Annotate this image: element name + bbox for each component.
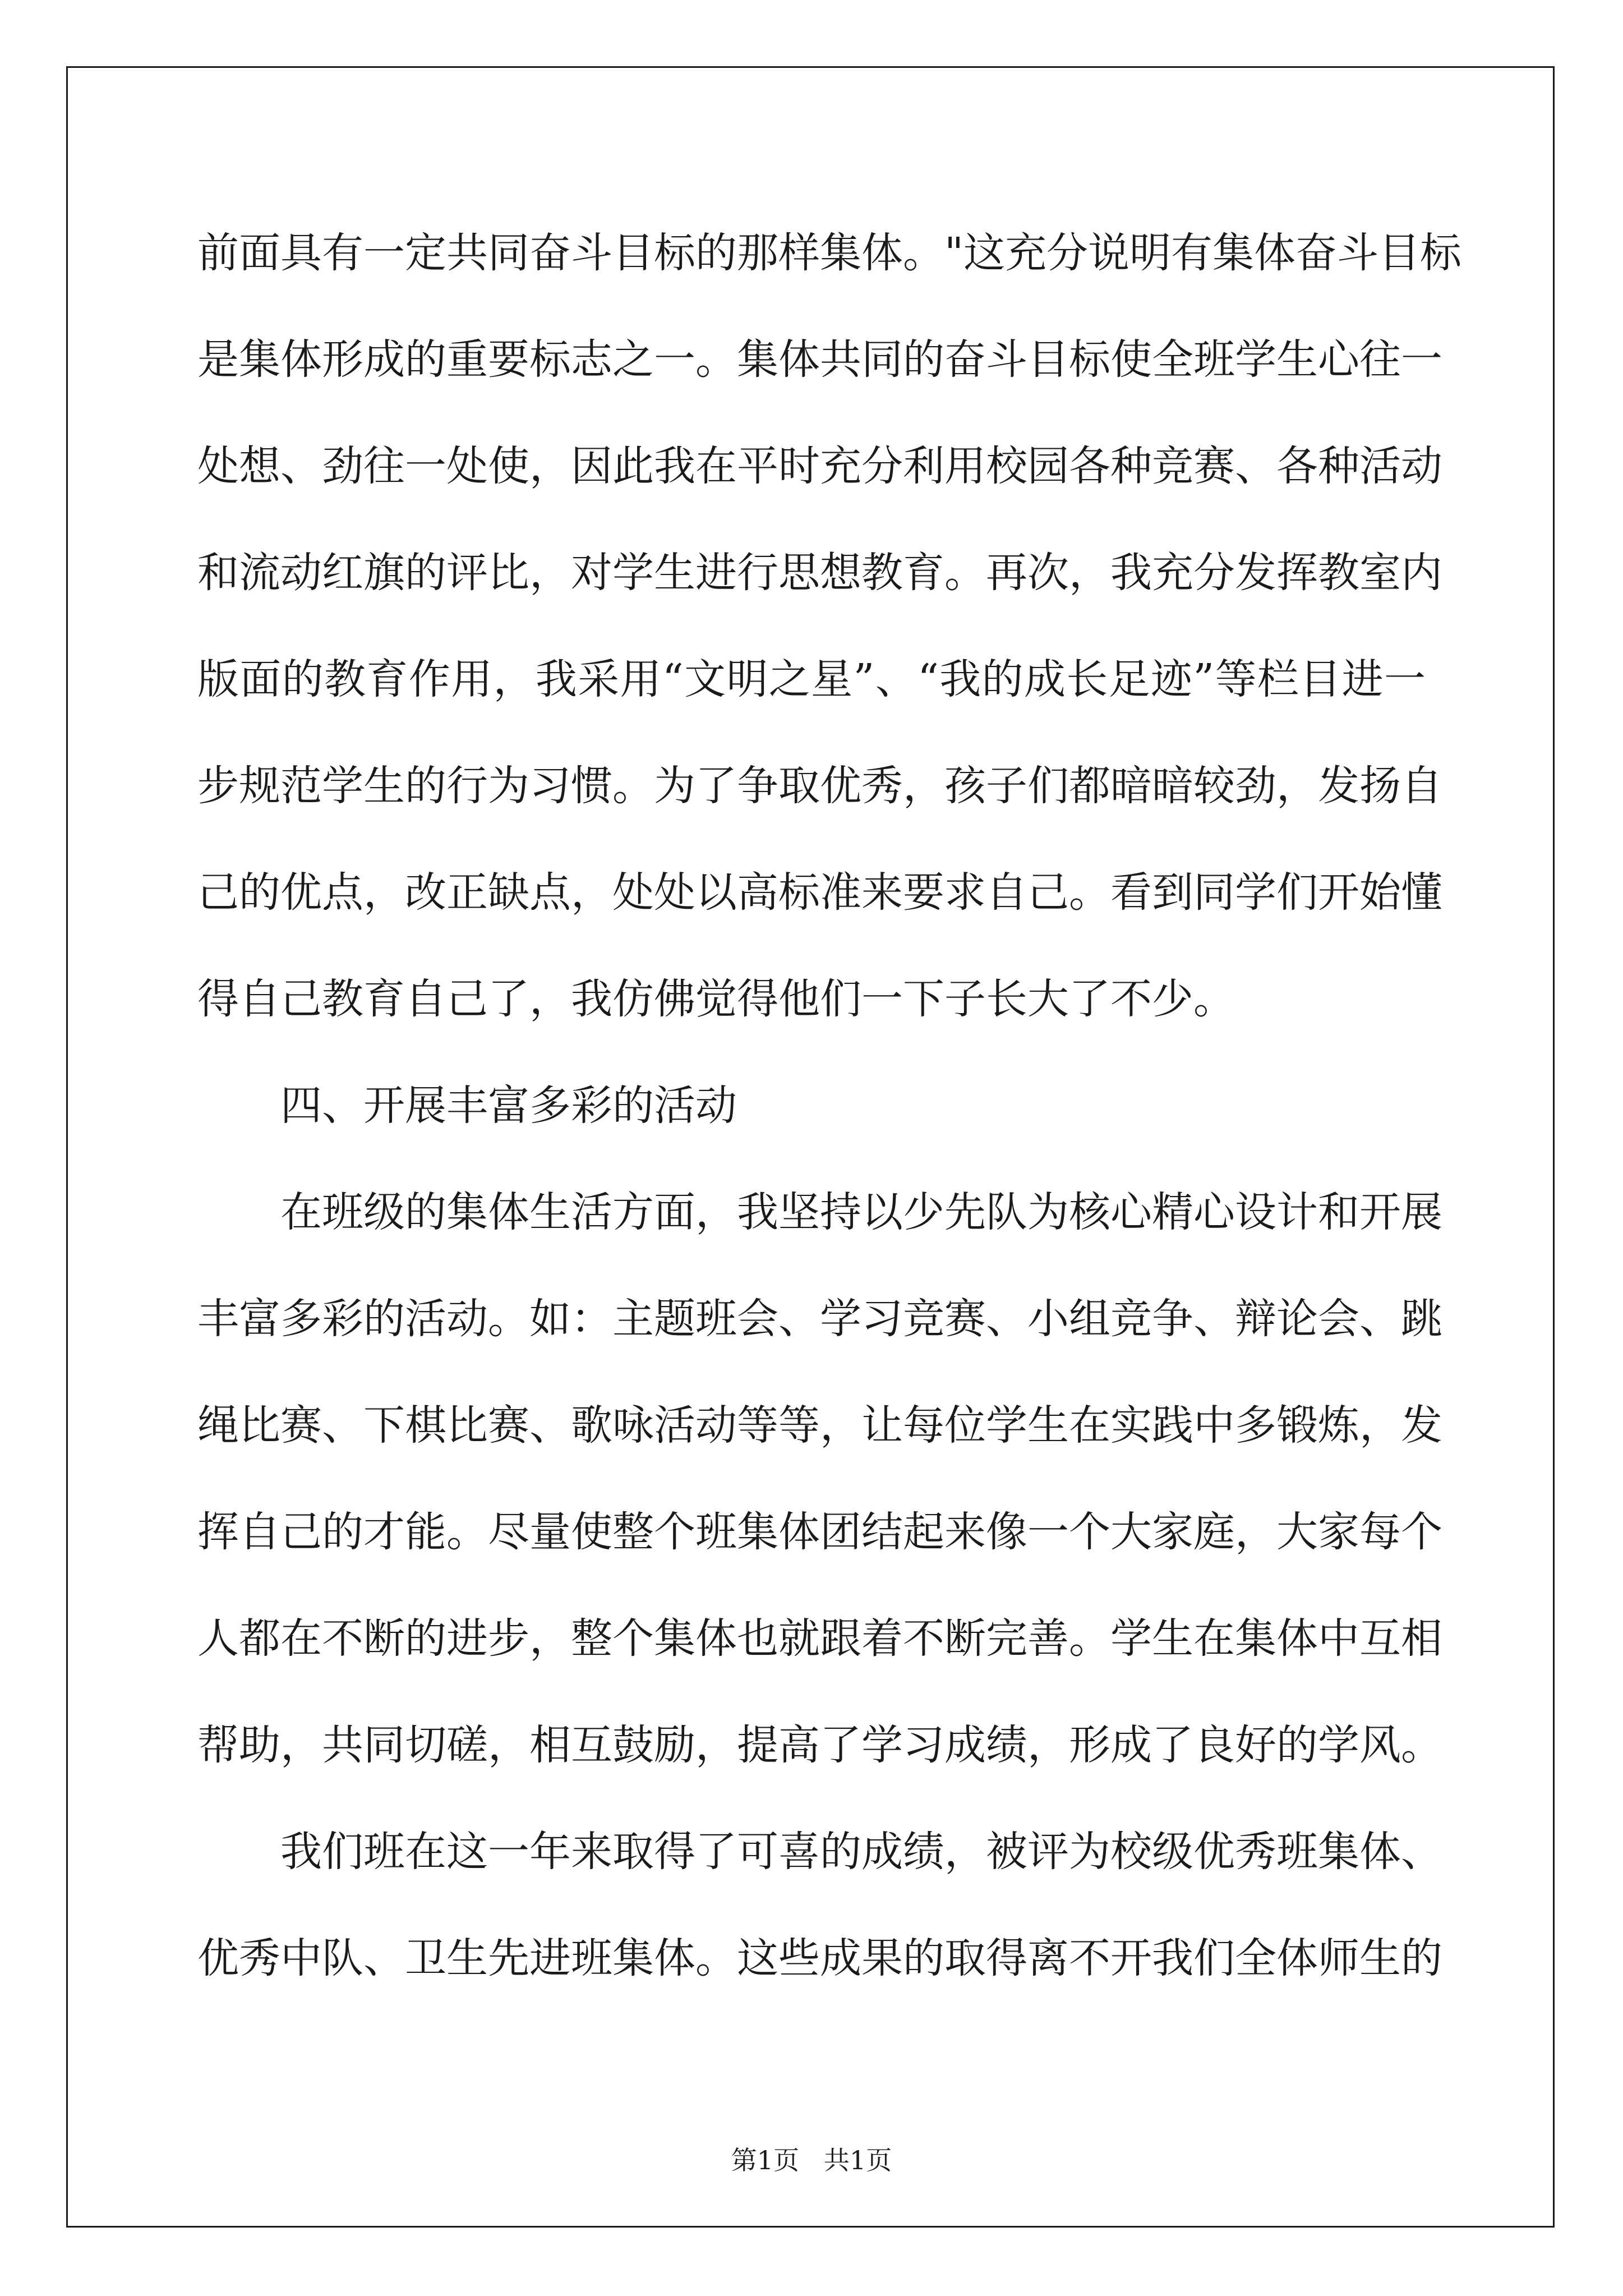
body-line: 得自己教育自己了，我仿佛觉得他们一下子长大了不少。 xyxy=(197,975,1235,1023)
page-footer xyxy=(0,2140,1623,2177)
body-line: 优秀中队、卫生先进班集体。这些成果的取得离不开我们全体师生的 xyxy=(197,1934,1442,1982)
body-line: 处想、劲往一处使，因此我在平时充分利用校园各种竞赛、各种活动 xyxy=(197,442,1442,490)
section-heading: 四、开展丰富多彩的活动 xyxy=(280,1082,737,1130)
body-line: 步规范学生的行为习惯。为了争取优秀，孩子们都暗暗较劲，发扬自 xyxy=(197,762,1442,810)
body-line: 在班级的集体生活方面，我坚持以少先队为核心精心设计和开展 xyxy=(280,1188,1442,1236)
body-line: 我们班在这一年来取得了可喜的成绩，被评为校级优秀班集体、 xyxy=(280,1828,1442,1876)
body-line: 人都在不断的进步，整个集体也就跟着不断完善。学生在集体中互相 xyxy=(197,1614,1442,1663)
body-line: 前面具有一定共同奋斗目标的那样集体。"这充分说明有集体奋斗目标 xyxy=(197,229,1462,277)
document-body xyxy=(197,200,1462,2012)
body-line: 挥自己的才能。尽量使整个班集体团结起来像一个大家庭，大家每个 xyxy=(197,1508,1442,1556)
page-number-label: 第1页 共1页 xyxy=(731,2145,892,2175)
body-line: 绳比赛、下棋比赛、歌咏活动等等，让每位学生在实践中多锻炼，发 xyxy=(197,1401,1442,1450)
body-line: 版面的教育作用，我采用“文明之星”、“我的成长足迹”等栏目进一 xyxy=(197,655,1426,703)
body-line: 帮助，共同切磋，相互鼓励，提高了学习成绩，形成了良好的学风。 xyxy=(197,1721,1442,1769)
body-line: 和流动红旗的评比，对学生进行思想教育。再次，我充分发挥教室内 xyxy=(197,549,1442,597)
body-line: 丰富多彩的活动。如：主题班会、学习竞赛、小组竞争、辩论会、跳 xyxy=(197,1295,1442,1343)
body-line: 己的优点，改正缺点，处处以高标准来要求自己。看到同学们开始懂 xyxy=(197,868,1442,917)
body-line: 是集体形成的重要标志之一。集体共同的奋斗目标使全班学生心往一 xyxy=(197,335,1442,384)
